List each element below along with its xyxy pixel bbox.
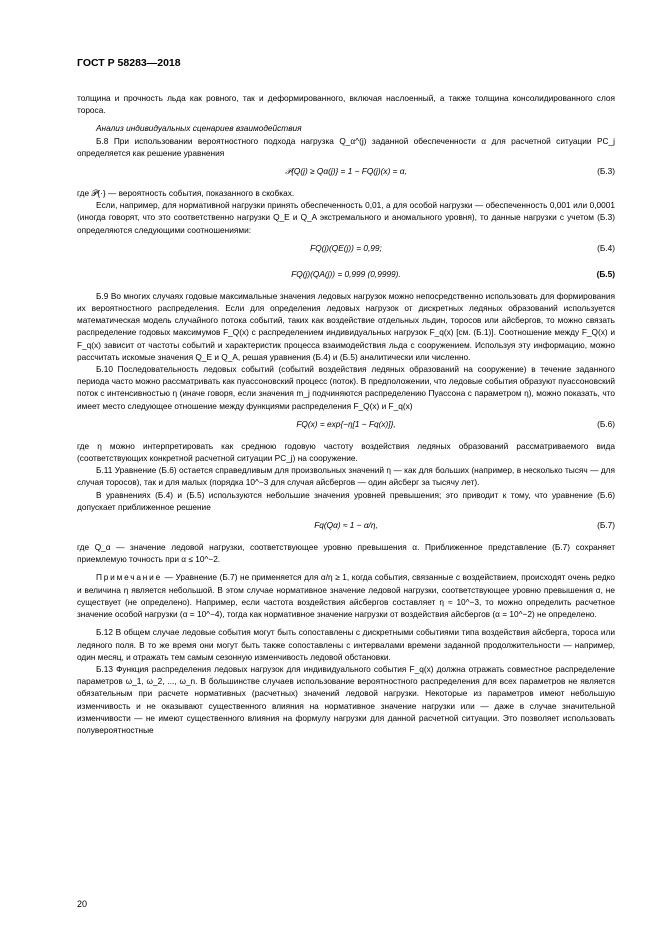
equation-b6-formula: FQ(x) = exp{−η[1 − Fq(x)]}, xyxy=(296,418,396,429)
equation-b3 xyxy=(77,161,615,183)
equation-b4 xyxy=(77,238,615,260)
equation-b7 xyxy=(77,515,615,537)
paragraph-b8: Б.8 При использовании вероятностного подхода нагрузка Q_α^(j) заданной обеспеченности α для расчетной ситуации PC_j определяется как решение уравнения xyxy=(77,135,615,158)
paragraph-eta: где η можно интерпретировать как среднюю годовую частоту воздействия ледяных образований рассматриваемого вида (соответствующих конкретной расчетной ситуации PC_j) на сооружение. xyxy=(77,440,615,464)
paragraph-b10: Б.10 Последовательность ледовых событий (событий воздействия ледяных образований на сооружение) в течение заданного периода часто можно рассматривать как пуассоновский процесс (поток). В предположении, что ледовые события образуют пуассоновский поток с интенсивностью η (иначе говоря, если значения m_j подчиняются распределению Пуассона с параметром η), можно показать, что имеет место следующее отношение между функциями распределения F_Q(x) и F_q(x) xyxy=(77,364,615,411)
equation-b5-number: (Б.5) xyxy=(596,268,615,279)
equation-b4-formula: FQ(j)(QE(j)) = 0,99; xyxy=(310,242,382,253)
paragraph-approx: В уравнениях (Б.4) и (Б.5) используются небольшие значения уровней превышения; это приводит к тому, что уравнение (Б.6) допускает приближенное решение xyxy=(77,489,615,512)
paragraph-b9: Б.9 Во многих случаях годовые максимальные значения ледовых нагрузок можно непосредственно использовать для формирования их вероятностного распределения. Если для определения ледовых нагрузок от дискретных ледяных образований используется математическая модель случайного потока событий, таких как воздействие отдельных льдин, торосов или айсбергов, то можно связать распределение годовых максимумов F_Q(x) с распределением индивидуальных нагрузок F_q(x) [см. (Б.1)]. Соотношение между F_Q(x) и F_q(x) зависит от частоты событий и характеристик процесса взаимодействия льда с сооружением. Используя эту информацию, можно рассчитать искомые значения Q_E и Q_A, решая уравнения (Б.4) и (Б.5) аналитически или численно. xyxy=(77,290,615,362)
equation-b3-number: (Б.3) xyxy=(597,166,615,177)
paragraph-b11: Б.11 Уравнение (Б.6) остается справедливым для произвольных значений η — как для больших (например, в несколько тысяч — для случая торосов), так и для малых (порядка 10^−3 для случая айсбергов — один айсберг за тысячу лет). xyxy=(77,465,615,488)
document-body xyxy=(77,92,615,736)
note xyxy=(77,571,615,620)
equation-b6-number: (Б.6) xyxy=(597,418,615,429)
equation-b6 xyxy=(77,414,615,436)
paragraph-b13: Б.13 Функция распределения ледовых нагрузок для индивидуального события F_q(x) должна отражать совместное распределение параметров ω_1, ω_2, ..., ω_n. В большинстве случаев использование вероятностного распределения для всех параметров не является обязательным при расчете нормативных (расчетных) значений ледовой нагрузки. Некоторые из параметров имеют небольшую изменчивость и не оказывают существенного влияния на нормативное значение нагрузки или — даже в случае значительной изменчивости — не имеют существенного влияния на формулу нагрузки для данной расчетной ситуации. Это позволяет использовать полувероятностные xyxy=(77,663,615,735)
equation-b7-formula: Fq(Qα) ≈ 1 − α/η, xyxy=(314,520,378,531)
paragraph-normative: Если, например, для нормативной нагрузки принять обеспеченность 0,01, а для особой нагрузки — обеспеченность 0,001 или 0,0001 (иногда говорят, что это соответственно нагрузки Q_E и Q_A экстремального и аномального уровня), то данные нагрузки с учетом (Б.3) определяются следующими соотношениями: xyxy=(77,200,615,235)
note-label: Примечание xyxy=(96,572,163,583)
equation-b7-number: (Б.7) xyxy=(597,520,615,531)
paragraph-b12: Б.12 В общем случае ледовые события могут быть сопоставлены с дискретными событиями типа воздействия айсберга, тороса или ледяного поля. В то же время они могут быть также сопоставлены с интервалами времени заданной продолжительности — например, один месяц, и отражать тем самым сезонную изменчивость ледовой обстановки. xyxy=(77,627,615,662)
equation-b3-formula: 𝒫{Q(j) ≥ Qα(j)} = 1 − FQ(j)(x) = α, xyxy=(285,166,407,177)
paragraph-1: толщина и прочность льда как ровного, так и деформированного, включая наслоенный, а также толщина консолидированного слоя тороса. xyxy=(77,93,615,116)
note-text: — Уравнение (Б.7) не применяется для α/η ≥ 1, когда события, связанные с воздействием, происходят очень редко и величина η является небольшой. В этом случае нормативное значение ледовой нагрузки, соответствующее уровню превышения α, не существует (не определено). Например, если частота воздействия айсбергов составляет η ≈ 10^−3, то можно определить расчетное значение особой нагрузки (α = 10^−4), тогда как нормативное значение нагрузки от воздействия айсбергов (α = 10^−2) не определено. xyxy=(77,572,615,620)
equation-b5-formula: FQ(j)(QA(j)) = 0,999 (0,9999). xyxy=(291,268,401,279)
section-heading: Анализ индивидуальных сценариев взаимодействия xyxy=(96,123,302,134)
paragraph-probability-note: где 𝒫{·} — вероятность события, показанного в скобках. xyxy=(77,188,295,199)
paragraph-q-alpha: где Q_α — значение ледовой нагрузки, соответствующее уровню превышения α. Приближенное представление (Б.7) сохраняет приемлемую точность при α ≤ 10^−2. xyxy=(77,542,615,565)
equation-b4-number: (Б.4) xyxy=(597,242,615,253)
page-number: 20 xyxy=(77,899,88,909)
equation-b5 xyxy=(77,264,615,286)
page-header: ГОСТ Р 58283—2018 xyxy=(77,57,181,69)
